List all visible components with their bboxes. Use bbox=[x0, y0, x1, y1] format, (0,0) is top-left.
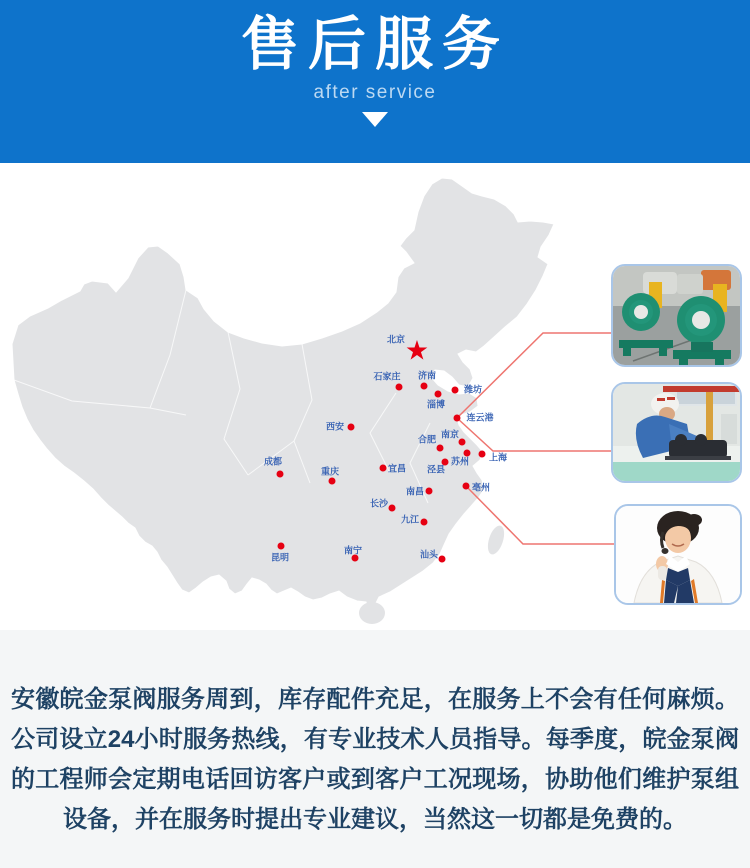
city-label: 泾县 bbox=[426, 464, 446, 475]
city-dot-marker bbox=[479, 451, 486, 458]
city-dot-marker bbox=[426, 488, 433, 495]
technician-photo-image bbox=[613, 384, 740, 481]
city-dot-marker bbox=[459, 439, 466, 446]
city-label: 长沙 bbox=[369, 498, 389, 509]
city-dot-marker bbox=[437, 445, 444, 452]
service-description-line-4: 设备，并在服务时提出专业建议，当然这一切都是免费的。 bbox=[63, 806, 687, 833]
city-label: 合肥 bbox=[417, 434, 437, 445]
city-label: 石家庄 bbox=[373, 371, 401, 382]
city-dot-marker bbox=[380, 465, 387, 472]
city-label: 宜昌 bbox=[387, 463, 407, 474]
city-dot-marker bbox=[421, 519, 428, 526]
service-description-section bbox=[0, 630, 750, 868]
city-label: 九江 bbox=[400, 514, 420, 525]
city-dot-marker bbox=[278, 543, 285, 550]
pumps-photo bbox=[611, 264, 742, 367]
city-dot-marker bbox=[452, 387, 459, 394]
triangle-down-icon bbox=[362, 112, 388, 127]
city-label: 南京 bbox=[440, 429, 460, 440]
city-label: 苏州 bbox=[450, 456, 470, 467]
city-dot-marker bbox=[439, 556, 446, 563]
service-description-line-1: 安徽皖金泵阀服务周到，库存配件充足，在服务上不会有任何麻烦。 bbox=[11, 686, 739, 713]
pumps-photo-image bbox=[613, 266, 740, 365]
city-label: 重庆 bbox=[320, 466, 340, 477]
city-star-marker: ★ bbox=[404, 335, 430, 366]
city-dot-marker bbox=[396, 384, 403, 391]
city-dot-marker bbox=[389, 505, 396, 512]
city-label: 上海 bbox=[488, 452, 508, 463]
city-label: 南昌 bbox=[405, 486, 425, 497]
city-label: 亳州 bbox=[471, 482, 491, 493]
page-header bbox=[0, 0, 750, 163]
city-dot-marker bbox=[463, 483, 470, 490]
city-dot-marker bbox=[329, 478, 336, 485]
city-dot-marker bbox=[348, 424, 355, 431]
city-label: 潍坊 bbox=[463, 384, 483, 395]
city-label: 昆明 bbox=[270, 552, 290, 563]
city-dot-marker bbox=[435, 391, 442, 398]
city-label: 南宁 bbox=[343, 545, 363, 556]
city-label: 济南 bbox=[417, 370, 437, 381]
service-description-line-3: 的工程师会定期电话回访客户或到客户工况现场，协助他们维护泵组 bbox=[11, 766, 739, 793]
page-subtitle: after service bbox=[313, 82, 437, 103]
city-dot-marker bbox=[421, 383, 428, 390]
agent-photo-image bbox=[616, 506, 740, 603]
city-dot-marker bbox=[454, 415, 461, 422]
city-label: 连云港 bbox=[466, 412, 494, 423]
city-label: 成都 bbox=[263, 456, 283, 467]
service-description-line-2: 公司设立24小时服务热线，有专业技术人员指导。每季度，皖金泵阀 bbox=[11, 726, 739, 753]
city-label: 淄博 bbox=[426, 399, 446, 410]
agent-photo bbox=[614, 504, 742, 605]
city-label: 北京 bbox=[386, 334, 406, 345]
city-label: 汕头 bbox=[419, 549, 439, 560]
city-label: 西安 bbox=[325, 421, 345, 432]
service-network-map bbox=[0, 163, 750, 630]
page-title: 售后服务 bbox=[240, 12, 509, 77]
city-dot-marker bbox=[277, 471, 284, 478]
service-description bbox=[0, 630, 750, 840]
technician-photo bbox=[611, 382, 742, 483]
